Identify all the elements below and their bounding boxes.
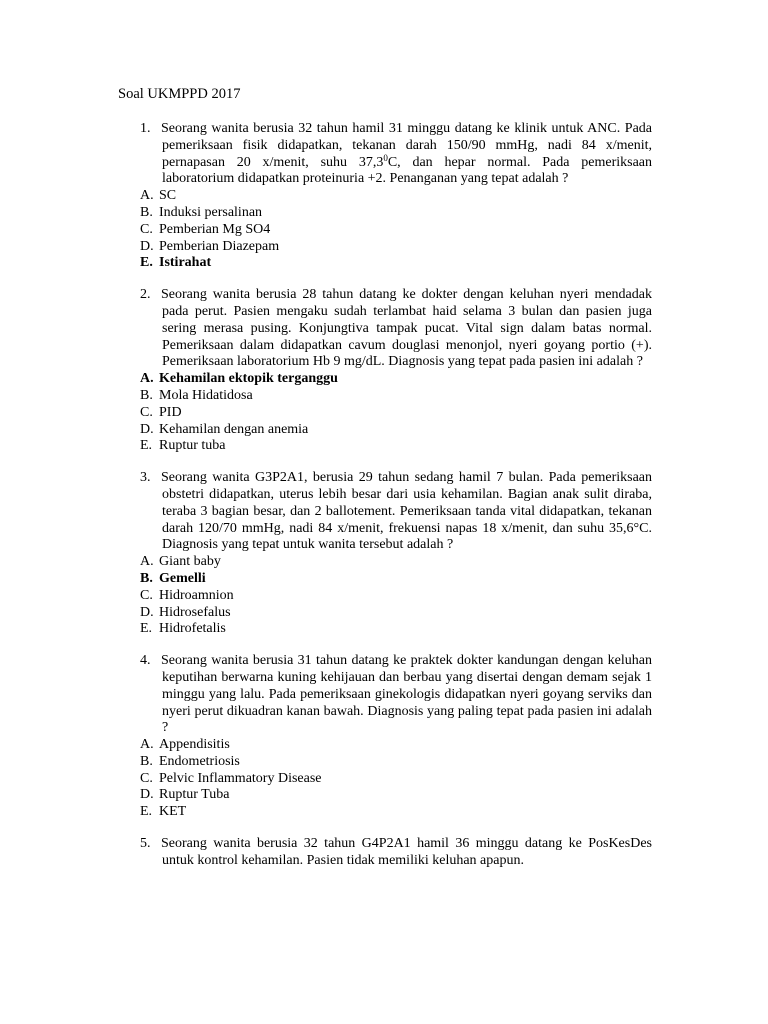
- option-letter: A.: [140, 737, 154, 753]
- option-letter: D.: [140, 604, 154, 620]
- option-text: Hidroamnion: [159, 587, 234, 603]
- option-b: [140, 205, 652, 222]
- option-c: [140, 588, 652, 605]
- option-letter: C.: [140, 404, 153, 420]
- option-b-answer: [140, 571, 652, 588]
- option-text: Kehamilan dengan anemia: [159, 421, 309, 437]
- option-d: [140, 787, 652, 804]
- option-text: Pemberian Mg SO4: [159, 221, 271, 237]
- question-number: 3.: [140, 470, 151, 486]
- option-text: Ruptur tuba: [159, 438, 226, 454]
- option-text: Hidrosefalus: [159, 604, 231, 620]
- question-text-continued: C, dan hepar normal. Pada pemeriksaan laboratorium didapatkan proteinuria +2. Penanganan yang tepat adalah ?: [162, 154, 652, 187]
- option-text: Mola Hidatidosa: [159, 387, 253, 403]
- option-b: [140, 388, 652, 405]
- option-a: [140, 737, 652, 754]
- option-d: [140, 605, 652, 622]
- option-letter: C.: [140, 587, 153, 603]
- option-text: Endometriosis: [159, 753, 240, 769]
- question-stem: [140, 121, 652, 188]
- option-letter: C.: [140, 221, 153, 237]
- question-text: Seorang wanita berusia 32 tahun G4P2A1 hamil 36 minggu datang ke PosKesDes untuk kontrol kehamilan. Pasien tidak memiliki keluhan apapun.: [161, 836, 652, 868]
- option-letter: E.: [140, 621, 153, 637]
- question-text: Seorang wanita berusia 32 tahun hamil 31 minggu datang ke klinik untuk ANC. Pada pemeriksaan fisik didapatkan, tekanan darah 150/90 mmHg, nadi 84 x/menit, pernapasan 20 x/menit, suhu 37,3: [161, 121, 652, 170]
- question-number: 4.: [140, 653, 151, 669]
- option-text: Kehamilan ektopik terganggu: [159, 371, 338, 387]
- option-text: Appendisitis: [159, 737, 230, 753]
- option-e-answer: [140, 255, 652, 272]
- option-text: Pemberian Diazepam: [159, 238, 280, 254]
- question-stem: [140, 470, 652, 554]
- option-letter: B.: [140, 204, 153, 220]
- option-text: Ruptur Tuba: [159, 787, 230, 803]
- option-letter: C.: [140, 770, 153, 786]
- question-stem: [140, 653, 652, 737]
- option-a: [140, 188, 652, 205]
- option-text: KET: [159, 804, 187, 820]
- question-number: 2.: [140, 287, 151, 303]
- option-text: Istirahat: [159, 255, 212, 271]
- option-letter: B.: [140, 753, 153, 769]
- option-e: [140, 804, 652, 821]
- option-letter: A.: [140, 188, 154, 204]
- document-title: Soal UKMPPD 2017: [118, 86, 241, 102]
- option-c: [140, 405, 652, 422]
- option-text: Giant baby: [159, 554, 221, 570]
- option-text: Pelvic Inflammatory Disease: [159, 770, 322, 786]
- option-e: [140, 621, 652, 638]
- option-e: [140, 438, 652, 455]
- option-letter: D.: [140, 421, 154, 437]
- option-b: [140, 754, 652, 771]
- option-text: PID: [159, 404, 182, 420]
- option-c: [140, 771, 652, 788]
- question-text: Seorang wanita G3P2A1, berusia 29 tahun sedang hamil 7 bulan. Pada pemeriksaan obstetri didapatkan, uterus lebih besar dari usia kehamilan. Bagian anak sulit diraba, teraba 3 bagian besar, dan 2 ballotement. Pemeriksaan tanda vital didapatkan, tekanan darah 120/70 mmHg, nadi 84 x/menit, frekuensi napas 18 x/menit, dan suhu 35,6°C. Diagnosis yang tepat untuk wanita tersebut adalah ?: [161, 470, 652, 553]
- option-d: [140, 422, 652, 439]
- option-c: [140, 222, 652, 239]
- option-letter: B.: [140, 387, 153, 403]
- option-letter: B.: [140, 570, 153, 586]
- question-1: [140, 121, 652, 272]
- option-a: [140, 554, 652, 571]
- question-number: 5.: [140, 836, 151, 852]
- degree-superscript: 0: [383, 152, 388, 163]
- option-letter: E.: [140, 438, 153, 454]
- question-2: [140, 287, 652, 455]
- question-stem: [140, 836, 652, 870]
- option-d: [140, 239, 652, 256]
- option-text: Induksi persalinan: [159, 204, 263, 220]
- question-stem: [140, 287, 652, 371]
- question-text: Seorang wanita berusia 28 tahun datang ke dokter dengan keluhan nyeri mendadak pada perut. Pasien mengaku sudah terlambat haid selama 3 bulan dan pasien juga sering merasa pusing. Konjungtiva tampak pucat. Vital sign dalam batas normal. Pemeriksaan dalam didapatkan cavum douglasi menonjol, nyeri goyang portio (+). Pemeriksaan laboratorium Hb 9 mg/dL. Diagnosis yang tepat pada pasien ini adalah ?: [161, 287, 652, 370]
- option-text: Hidrofetalis: [159, 621, 226, 637]
- option-letter: E.: [140, 804, 153, 820]
- option-a-answer: [140, 371, 652, 388]
- option-letter: A.: [140, 371, 154, 387]
- question-number: 1.: [140, 121, 151, 136]
- option-text: SC: [159, 188, 177, 204]
- question-5: [140, 836, 652, 870]
- question-text: Seorang wanita berusia 31 tahun datang ke praktek dokter kandungan dengan keluhan keputihan berwarna kuning kehijauan dan berbau yang disertai dengan demam sejak 1 minggu yang lalu. Pada pemeriksaan ginekologis didapatkan nyeri goyang serviks dan nyeri perut dikuadran kanan bawah. Diagnosis yang paling tepat pada pasien ini adalah ?: [161, 653, 652, 736]
- question-4: [140, 653, 652, 821]
- option-letter: E.: [140, 255, 153, 271]
- question-list: [140, 121, 652, 885]
- option-letter: A.: [140, 554, 154, 570]
- question-3: [140, 470, 652, 638]
- option-letter: D.: [140, 787, 154, 803]
- option-text: Gemelli: [159, 570, 206, 586]
- option-letter: D.: [140, 238, 154, 254]
